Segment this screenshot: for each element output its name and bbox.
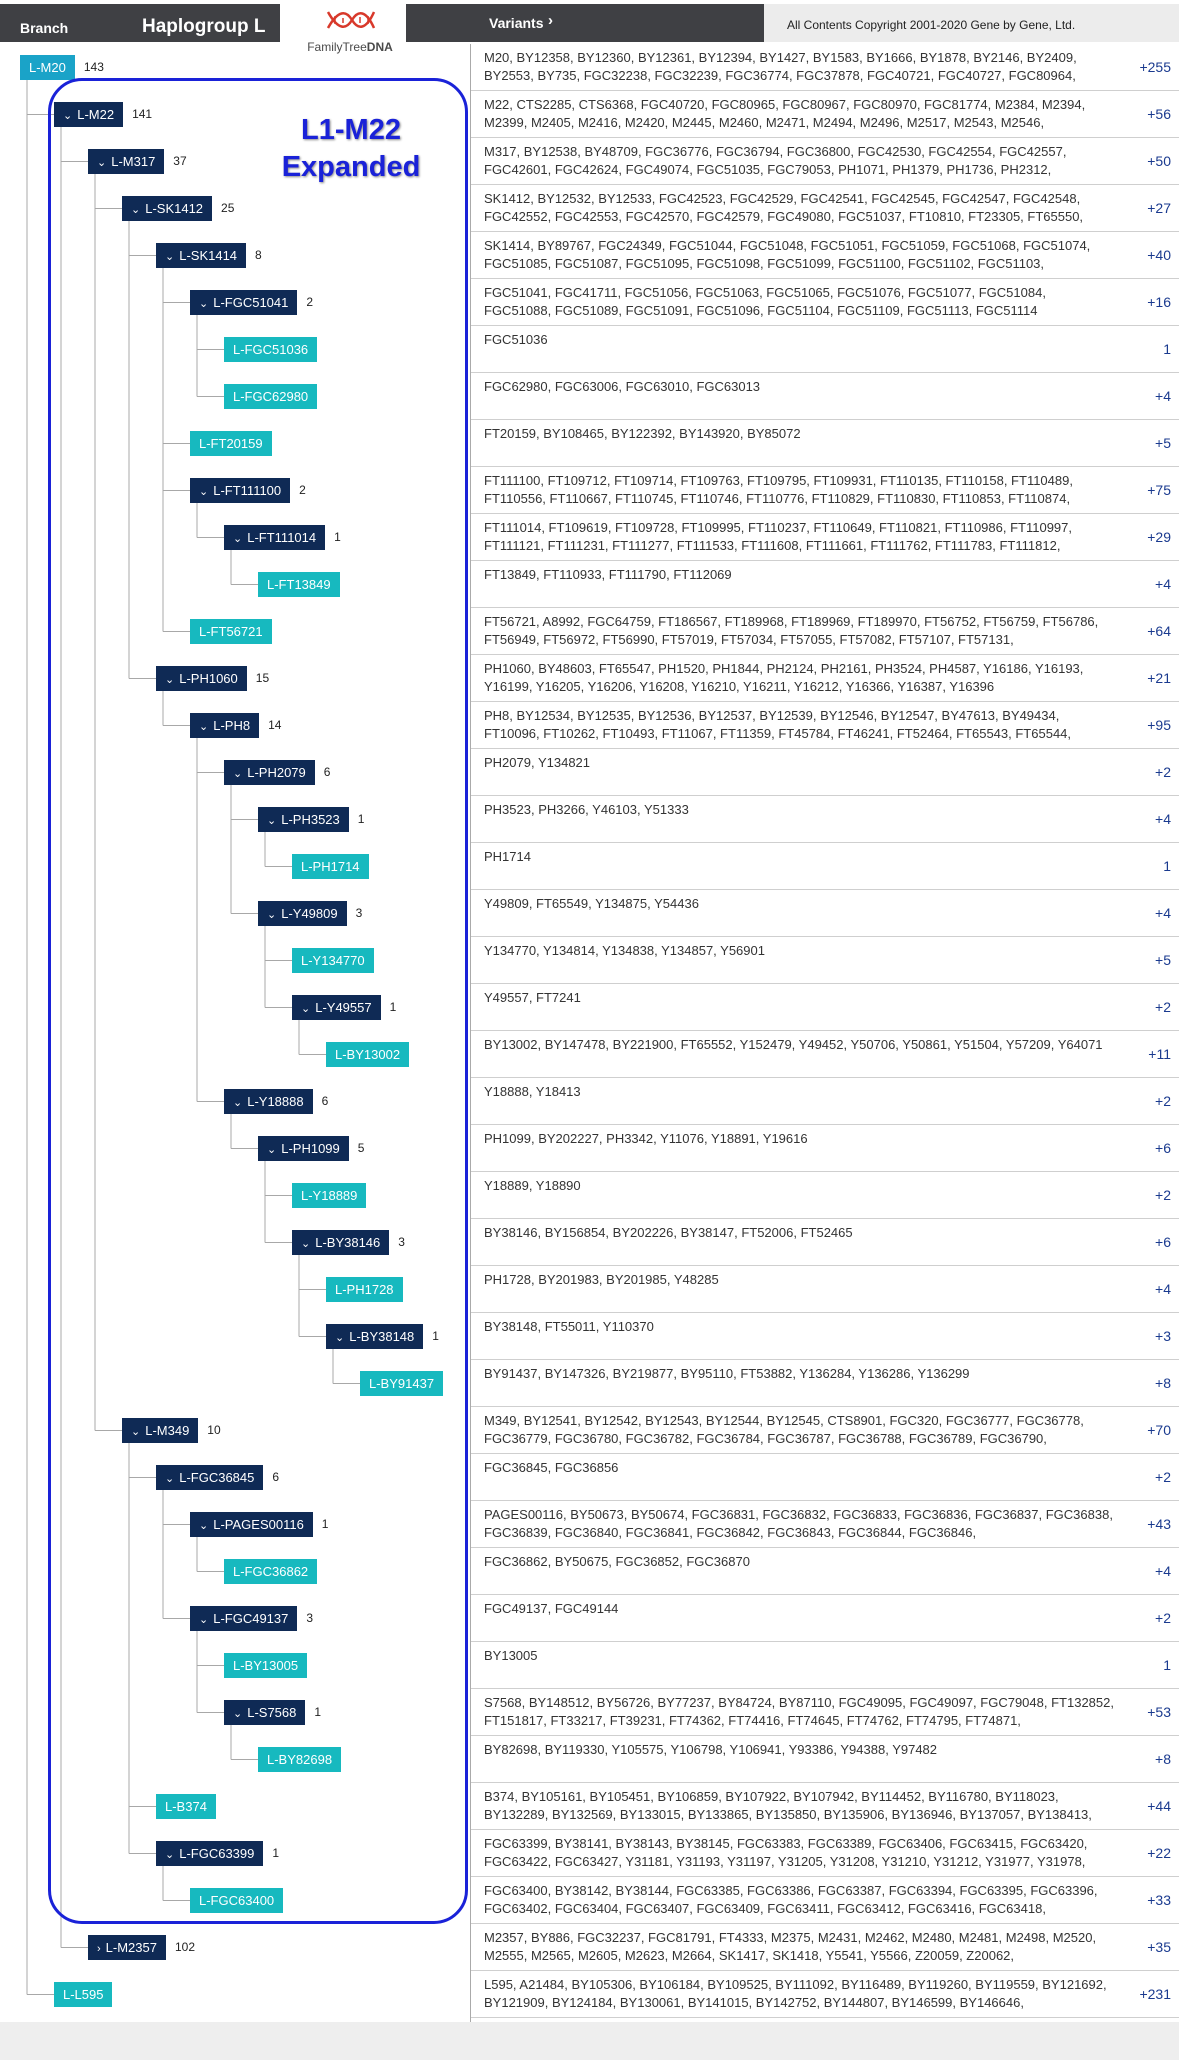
variant-list: PH3523, PH3266, Y46103, Y51333 [484, 802, 689, 817]
branch-label: L-M349 [145, 1423, 190, 1438]
expanded-annotation [266, 112, 436, 186]
variant-row [471, 326, 1179, 373]
variant-list: FT56721, A8992, FGC64759, FT186567, FT189968, FT189969, FT189970, FT56752, FT56759, FT56786, FT56949, FT56972, FT56990, FT57019, FT57034, FT57055, FT57082, FT57107, FT57131, [484, 614, 1099, 647]
variant-row [471, 608, 1179, 655]
chevron-down-icon[interactable]: ⌄ [165, 674, 175, 686]
variant-list: FGC51036 [484, 332, 548, 347]
variant-row [471, 702, 1179, 749]
variant-list: PH8, BY12534, BY12535, BY12536, BY12537, BY12539, BY12546, BY12547, BY47613, BY49434, FT10096, FT10262, FT10493, FT11067, FT11359, FT45784, FT46241, FT52464, FT65543, FT65544, [484, 708, 1072, 741]
variant-list: Y18889, Y18890 [484, 1178, 581, 1193]
page-title: Haplogroup L [142, 16, 266, 37]
variant-count-link[interactable]: +16 [1147, 293, 1171, 310]
variant-row [471, 1172, 1179, 1219]
chevron-right-icon[interactable]: › [548, 12, 553, 29]
variant-list: M22, CTS2285, CTS6368, FGC40720, FGC80965, FGC80967, FGC80970, FGC81774, M2384, M2394, M2399, M2405, M2416, M2420, M2445, M2460, M2471, M2494, M2496, M2517, M2543, M2546, [484, 97, 1086, 130]
variant-row [471, 1313, 1179, 1360]
variant-count-link[interactable]: +5 [1155, 951, 1171, 968]
branch-label: L-B374 [165, 1799, 207, 1814]
chevron-down-icon[interactable]: ⌄ [199, 298, 209, 310]
variant-row [471, 984, 1179, 1031]
variant-row [471, 279, 1179, 326]
variant-count-link[interactable]: +43 [1147, 1515, 1171, 1532]
variant-list: S7568, BY148512, BY56726, BY77237, BY84724, BY87110, FGC49095, FGC49097, FGC79048, FT132852, FT151817, FT33217, FT39231, FT74362, FT74416, FT74645, FT74762, FT74795, FT74871, [484, 1695, 1114, 1728]
branch-label: L-PH1714 [301, 859, 360, 874]
branch-label: L-L595 [63, 1987, 104, 2002]
variant-list: M349, BY12541, BY12542, BY12543, BY12544, BY12545, CTS8901, FGC320, FGC36777, FGC36778, FGC36779, FGC36780, FGC36782, FGC36784, FGC36787, FGC36788, FGC36789, FGC36790, [484, 1413, 1084, 1446]
chevron-down-icon[interactable]: ⌄ [233, 1097, 243, 1109]
chevron-down-icon[interactable]: ⌄ [199, 1614, 209, 1626]
variant-row [471, 890, 1179, 937]
branch-node[interactable] [54, 1982, 112, 2007]
variant-row [471, 1454, 1179, 1501]
chevron-down-icon[interactable]: ⌄ [131, 204, 141, 216]
variant-count-link[interactable]: +2 [1155, 1609, 1171, 1626]
variant-count-link[interactable]: 1 [1163, 1656, 1171, 1673]
branch-label: L-Y18889 [301, 1188, 358, 1203]
branch-label: L-Y49809 [281, 906, 338, 921]
variant-list: FT20159, BY108465, BY122392, BY143920, BY85072 [484, 426, 801, 441]
chevron-down-icon[interactable]: ⌄ [233, 768, 243, 780]
branch-label: L-FGC36862 [233, 1564, 309, 1579]
branch-label: L-FT111100 [213, 483, 282, 498]
descendant-count: 1 [334, 530, 341, 544]
chevron-down-icon[interactable]: ⌄ [131, 1426, 141, 1438]
variant-row [471, 1078, 1179, 1125]
variant-count-link[interactable]: +44 [1147, 1797, 1171, 1814]
branch-label: L-FGC62980 [233, 389, 309, 404]
variant-list: PH1714 [484, 849, 531, 864]
branch-label: L-BY13005 [233, 1658, 299, 1673]
descendant-count: 3 [355, 906, 363, 920]
chevron-down-icon[interactable]: ⌄ [233, 533, 243, 545]
variant-count-link[interactable]: +4 [1155, 904, 1171, 921]
branch-label: L-SK1412 [145, 201, 204, 216]
branch-label: L-FGC63400 [199, 1893, 275, 1908]
branch-label: L-FGC51036 [233, 342, 309, 357]
descendant-count: 1 [321, 1517, 329, 1531]
descendant-count: 2 [299, 483, 306, 497]
chevron-down-icon[interactable]: ⌄ [63, 110, 73, 122]
variant-count-link[interactable]: +2 [1155, 1092, 1171, 1109]
descendant-count: 25 [221, 201, 235, 215]
variant-row [471, 138, 1179, 185]
variant-count-link[interactable]: +40 [1147, 246, 1171, 263]
variant-row [471, 1125, 1179, 1172]
branch-label: L-FT13849 [267, 577, 331, 592]
variant-count-link[interactable]: +4 [1155, 810, 1171, 827]
variant-list: Y49809, FT65549, Y134875, Y54436 [484, 896, 699, 911]
variant-list: FT13849, FT110933, FT111790, FT112069 [484, 567, 732, 582]
chevron-down-icon[interactable]: ⌄ [199, 721, 209, 733]
branch-label: L-FGC63399 [179, 1846, 255, 1861]
chevron-right-icon[interactable]: › [97, 1943, 101, 1955]
variant-count-link[interactable]: +64 [1147, 622, 1171, 639]
variant-count-link[interactable]: +29 [1147, 528, 1171, 545]
descendant-count: 1 [432, 1329, 439, 1343]
variant-count-link[interactable]: +8 [1155, 1374, 1171, 1391]
variant-row [471, 1736, 1179, 1783]
descendant-count: 5 [357, 1141, 365, 1155]
branch-column-label[interactable]: Branch [20, 20, 69, 36]
annotation-line-1: L1-M22 [301, 114, 401, 146]
variant-count-link[interactable]: +2 [1155, 998, 1171, 1015]
branch-node[interactable] [88, 1935, 166, 1960]
branch-label: L-BY38148 [349, 1329, 415, 1344]
descendant-count: 6 [272, 1470, 280, 1484]
descendant-count: 14 [268, 718, 282, 732]
variant-list: BY38146, BY156854, BY202226, BY38147, FT52006, FT52465 [484, 1225, 853, 1240]
variant-row [471, 1924, 1179, 1971]
variant-row [471, 1783, 1179, 1830]
chevron-down-icon[interactable]: ⌄ [97, 157, 107, 169]
variant-row [471, 1031, 1179, 1078]
variant-list: Y18888, Y18413 [484, 1084, 581, 1099]
variant-count-link[interactable]: +255 [1139, 58, 1171, 75]
branch-label: L-FGC36845 [179, 1470, 255, 1485]
branch-label: L-Y49557 [315, 1000, 372, 1015]
branch-label: L-PH1060 [179, 671, 238, 686]
variant-list: FGC62980, FGC63006, FGC63010, FGC63013 [484, 379, 761, 394]
variant-count-link[interactable]: +22 [1147, 1844, 1171, 1861]
branch-label: L-Y18888 [247, 1094, 304, 1109]
variant-count-link[interactable]: +33 [1147, 1891, 1171, 1908]
variant-row [471, 1877, 1179, 1924]
branch-label: L-PH1728 [335, 1282, 394, 1297]
branch-label: L-BY13002 [335, 1047, 401, 1062]
branch-label: L-PAGES00116 [213, 1517, 304, 1532]
variant-row [471, 1360, 1179, 1407]
variant-list: FGC36862, BY50675, FGC36852, FGC36870 [484, 1554, 750, 1569]
chevron-down-icon[interactable]: ⌄ [301, 1003, 311, 1015]
branch-label: L-BY82698 [267, 1752, 333, 1767]
branch-label: L-BY38146 [315, 1235, 381, 1250]
variant-row [471, 373, 1179, 420]
branch-label: L-M317 [111, 154, 156, 169]
descendant-count: 6 [323, 765, 331, 779]
variant-list: FGC63400, BY38142, BY38144, FGC63385, FGC63386, FGC63387, FGC63394, FGC63395, FGC63396, FGC63402, FGC63404, FGC63407, FGC63409, FGC63411, FGC63412, FGC63416, FGC63418, [484, 1883, 1098, 1916]
variant-row [471, 44, 1179, 91]
variant-list: Y49557, FT7241 [484, 990, 581, 1005]
variant-count-link[interactable]: +70 [1147, 1421, 1171, 1438]
descendant-count: 8 [255, 248, 262, 262]
annotation-line-2: Expanded [281, 151, 421, 183]
variant-row [471, 1266, 1179, 1313]
variant-list: FT111014, FT109619, FT109728, FT109995, FT110237, FT110649, FT110821, FT110986, FT110997, FT111121, FT111231, FT111277, FT111533, FT111608, FT111661, FT111762, FT111783, FT111812, [484, 520, 1073, 553]
variant-count-link[interactable]: +95 [1147, 716, 1171, 733]
variant-list: PH2079, Y134821 [484, 755, 591, 770]
variant-list: FGC63399, BY38141, BY38143, BY38145, FGC63383, FGC63389, FGC63406, FGC63415, FGC63420, FGC63422, FGC63427, Y31181, Y31193, Y31197, Y31205, Y31208, Y31210, Y31212, Y31977, Y31978, [484, 1836, 1088, 1869]
logo-text: FamilyTreeDNA [307, 40, 393, 54]
variant-count-link[interactable]: +2 [1155, 1468, 1171, 1485]
variant-count-link[interactable]: +2 [1155, 1186, 1171, 1203]
chevron-down-icon[interactable]: ⌄ [199, 1520, 209, 1532]
chevron-down-icon[interactable]: ⌄ [267, 815, 277, 827]
descendant-count: 3 [398, 1235, 405, 1249]
variant-row [471, 1830, 1179, 1877]
variant-count-link[interactable]: +4 [1155, 1280, 1171, 1297]
variant-list: B374, BY105161, BY105451, BY106859, BY107922, BY107942, BY114452, BY116780, BY118023, BY132289, BY132569, BY133015, BY133865, BY135850, BY135906, BY136946, BY137057, BY138413, [484, 1789, 1092, 1822]
footer-bar [0, 2022, 1179, 2060]
variant-list: FGC49137, FGC49144 [484, 1601, 619, 1616]
variant-list: M317, BY12538, BY48709, FGC36776, FGC36794, FGC36800, FGC42530, FGC42554, FGC42557, FGC42601, FGC42624, FGC49074, FGC51035, FGC79053, PH1071, PH1379, PH1736, PH2312, [484, 144, 1067, 177]
variant-count-link[interactable]: +8 [1155, 1750, 1171, 1767]
variant-count-link[interactable]: +56 [1147, 105, 1171, 122]
variant-row [471, 1595, 1179, 1642]
descendant-count: 1 [357, 812, 365, 826]
branch-label: L-FGC49137 [213, 1611, 289, 1626]
variant-count-link[interactable]: +3 [1155, 1327, 1171, 1344]
variant-row [471, 843, 1179, 890]
branch-label: L-Y134770 [301, 953, 365, 968]
variant-count-link[interactable]: 1 [1163, 340, 1171, 357]
variant-row [471, 796, 1179, 843]
branch-label: L-S7568 [247, 1705, 297, 1720]
variant-count-link[interactable]: +27 [1147, 199, 1171, 216]
chevron-down-icon[interactable]: ⌄ [165, 1849, 175, 1861]
branch-label: L-PH3523 [281, 812, 340, 827]
variant-count-link[interactable]: +2 [1155, 763, 1171, 780]
descendant-count: 10 [207, 1423, 221, 1437]
variant-count-link[interactable]: +53 [1147, 1703, 1171, 1720]
variant-list: BY91437, BY147326, BY219877, BY95110, FT53882, Y136284, Y136286, Y136299 [484, 1366, 970, 1381]
variant-count-link[interactable]: +4 [1155, 387, 1171, 404]
expanded-highlight-box [48, 78, 468, 1924]
descendant-count: 3 [306, 1611, 314, 1625]
variant-list: M20, BY12358, BY12360, BY12361, BY12394, BY1427, BY1583, BY1666, BY1878, BY2146, BY2409, BY2553, BY735, FGC32238, FGC32239, FGC36774, FGC37878, FGC40721, FGC40727, FGC80964, [484, 50, 1077, 83]
branch-label: L-FT56721 [199, 624, 263, 639]
variant-row [471, 655, 1179, 702]
variant-count-link[interactable]: +6 [1155, 1233, 1171, 1250]
chevron-down-icon[interactable]: ⌄ [301, 1238, 311, 1250]
variant-row [471, 561, 1179, 608]
branch-label: L-FT20159 [199, 436, 263, 451]
variant-list: PH1728, BY201983, BY201985, Y48285 [484, 1272, 719, 1287]
variant-list: BY13005 [484, 1648, 538, 1663]
variant-list: FGC51041, FGC41711, FGC51056, FGC51063, FGC51065, FGC51076, FGC51077, FGC51084, FGC51088, FGC51089, FGC51091, FGC51096, FGC51104, FGC51109, FGC51113, FGC51114 [484, 285, 1046, 318]
variants-column-label[interactable]: Variants [489, 15, 544, 31]
variant-count-link[interactable]: +11 [1148, 1045, 1171, 1062]
variant-count-link[interactable]: +21 [1147, 669, 1171, 686]
variant-list: BY38148, FT55011, Y110370 [484, 1319, 654, 1334]
descendant-count: 6 [321, 1094, 329, 1108]
chevron-down-icon[interactable]: ⌄ [165, 251, 175, 263]
branch-label: L-FT111014 [247, 530, 317, 545]
variant-row [471, 467, 1179, 514]
descendant-count: 102 [174, 1940, 196, 1954]
variant-row [471, 185, 1179, 232]
variant-count-link[interactable]: +6 [1155, 1139, 1171, 1156]
chevron-down-icon[interactable]: ⌄ [267, 909, 277, 921]
variant-list: Y134770, Y134814, Y134838, Y134857, Y56901 [484, 943, 765, 958]
variant-list: SK1414, BY89767, FGC24349, FGC51044, FGC51048, FGC51051, FGC51059, FGC51068, FGC51074, FGC51085, FGC51087, FGC51095, FGC51098, FGC51099, FGC51100, FGC51102, FGC51103, [484, 238, 1091, 271]
chevron-down-icon[interactable]: ⌄ [335, 1332, 345, 1344]
variant-row [471, 1501, 1179, 1548]
variant-row [471, 91, 1179, 138]
variant-list: BY13002, BY147478, BY221900, FT65552, Y152479, Y49452, Y50706, Y50861, Y51504, Y57209, Y64071 [484, 1037, 1103, 1052]
branch-label: L-BY91437 [369, 1376, 435, 1391]
chevron-down-icon[interactable]: ⌄ [233, 1708, 243, 1720]
branch-label: L-PH1099 [281, 1141, 340, 1156]
variant-row [471, 1689, 1179, 1736]
variant-list: PH1099, BY202227, PH3342, Y11076, Y18891, Y19616 [484, 1131, 808, 1146]
variant-list: BY82698, BY119330, Y105575, Y106798, Y106941, Y93386, Y94388, Y97482 [484, 1742, 938, 1757]
variant-count-link[interactable]: +231 [1139, 1985, 1171, 2002]
variant-row [471, 1548, 1179, 1595]
branch-label: L-M2357 [105, 1940, 157, 1955]
variant-list: FGC36845, FGC36856 [484, 1460, 619, 1475]
variant-row [471, 749, 1179, 796]
descendant-count: 15 [255, 671, 270, 685]
copyright-text: All Contents Copyright 2001-2020 Gene by Gene, Ltd. [787, 18, 1076, 32]
variant-count-link[interactable]: +75 [1147, 481, 1171, 498]
variant-row [471, 1219, 1179, 1266]
branch-label: L-PH8 [213, 718, 251, 733]
descendant-count: 2 [306, 295, 314, 309]
descendant-count: 1 [389, 1000, 397, 1014]
branch-label: L-SK1414 [179, 248, 238, 263]
variant-list: PAGES00116, BY50673, BY50674, FGC36831, FGC36832, FGC36833, FGC36836, FGC36837, FGC36838, FGC36839, FGC36840, FGC36841, FGC36842, FGC36843, FGC36844, FGC36846, [484, 1507, 1113, 1540]
variant-count-link[interactable]: +50 [1147, 152, 1171, 169]
descendant-count: 141 [132, 107, 153, 121]
variant-count-link[interactable]: +5 [1155, 434, 1171, 451]
chevron-down-icon[interactable]: ⌄ [267, 1144, 277, 1156]
branch-label: L-M22 [77, 107, 115, 122]
descendant-count: 1 [314, 1705, 322, 1719]
variant-list: L595, A21484, BY105306, BY106184, BY109525, BY111092, BY116489, BY119260, BY119559, BY121692, BY121909, BY124184, BY130061, BY141015, BY142752, BY144807, BY146599, BY146646, [484, 1977, 1107, 2010]
variant-row [471, 937, 1179, 984]
branch-label: L-FGC51041 [213, 295, 289, 310]
variant-list: M2357, BY886, FGC32237, FGC81791, FT4333, M2375, M2431, M2462, M2480, M2481, M2498, M2520, M2555, M2565, M2605, M2623, M2664, SK1417, SK1418, Y5541, Y5566, Z20059, Z20062, [484, 1930, 1097, 1963]
chevron-down-icon[interactable]: ⌄ [165, 1473, 175, 1485]
variant-count-link[interactable]: 1 [1163, 857, 1171, 874]
descendant-count: 37 [173, 154, 187, 168]
variant-list: PH1060, BY48603, FT65547, PH1520, PH1844, PH2124, PH2161, PH3524, PH4587, Y16186, Y16193, Y16199, Y16205, Y16206, Y16208, Y16210, Y16211, Y16212, Y16366, Y16387, Y16396 [484, 661, 1084, 694]
variant-count-link[interactable]: +4 [1155, 575, 1171, 592]
variant-row [471, 1642, 1179, 1689]
chevron-down-icon[interactable]: ⌄ [199, 486, 209, 498]
variant-row [471, 232, 1179, 279]
descendant-count: 1 [272, 1846, 280, 1860]
branch-label: L-M20 [29, 60, 66, 75]
variant-row [471, 514, 1179, 561]
variant-row [471, 1971, 1179, 2018]
descendant-count: 143 [83, 60, 104, 74]
variant-list: FT111100, FT109712, FT109714, FT109763, FT109795, FT109931, FT110135, FT110158, FT110489, FT110556, FT110667, FT110745, FT110746, FT110776, FT110829, FT110830, FT110853, FT110874, [484, 473, 1073, 506]
branch-node[interactable] [20, 55, 75, 80]
variant-count-link[interactable]: +35 [1147, 1938, 1171, 1955]
variant-row [471, 1407, 1179, 1454]
variant-count-link[interactable]: +4 [1155, 1562, 1171, 1579]
variant-list: SK1412, BY12532, BY12533, FGC42523, FGC42529, FGC42541, FGC42545, FGC42547, FGC42548, FGC42552, FGC42553, FGC42570, FGC42579, FGC49080, FGC51037, FT10810, FT23305, FT65550, [484, 191, 1084, 224]
branch-label: L-PH2079 [247, 765, 306, 780]
variant-row [471, 420, 1179, 467]
